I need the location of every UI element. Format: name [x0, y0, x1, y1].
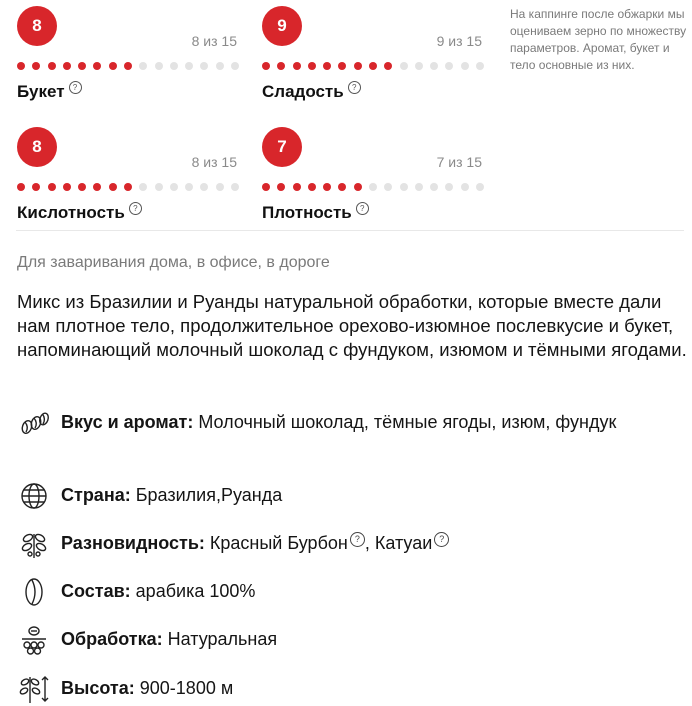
score-dot-empty: [430, 62, 438, 70]
score-dot-filled: [109, 183, 117, 191]
product-description: Микс из Бразилии и Руанды натуральной обработки, которые вместе дали нам плотное тело, продолжительное орехово-изюмное послевкусие и букет, напоминающий молочный шоколад с фундуком, изюмом и тёмными ягодами.: [17, 291, 687, 360]
help-icon[interactable]: ?: [434, 532, 449, 547]
score-dot-empty: [369, 183, 377, 191]
score-dot-filled: [354, 183, 362, 191]
help-icon[interactable]: ?: [348, 81, 361, 94]
property-value: Катуаи: [374, 533, 433, 553]
coffee-bean-icon: [18, 576, 50, 608]
score-dot-filled: [293, 183, 301, 191]
globe-icon: [18, 480, 50, 512]
metric-label-text: Букет: [17, 82, 65, 101]
score-of-text: 9 из 15: [436, 33, 482, 49]
score-dot-filled: [323, 62, 331, 70]
score-of-text: 7 из 15: [436, 154, 482, 170]
property-value: Бразилия,Руанда: [135, 485, 283, 505]
score-dot-filled: [124, 62, 132, 70]
metric-label: [262, 203, 369, 223]
property-key: Высота:: [61, 678, 135, 698]
score-dots: [262, 61, 484, 71]
score-dot-filled: [262, 62, 270, 70]
metric-label: [17, 203, 142, 223]
score-dot-filled: [93, 183, 101, 191]
score-dot-empty: [384, 183, 392, 191]
score-dot-empty: [445, 62, 453, 70]
score-dot-filled: [48, 62, 56, 70]
metric-acidity: [17, 127, 239, 222]
score-of-text: 8 из 15: [191, 154, 237, 170]
cupping-note: На каппинге после обжарки мы оцениваем зерно по множеству параметров. Аромат, букет и тело основные из них.: [510, 7, 687, 72]
score-dot-filled: [78, 62, 86, 70]
score-dot-empty: [430, 183, 438, 191]
score-dot-empty: [155, 183, 163, 191]
score-dot-empty: [170, 183, 178, 191]
score-dot-empty: [200, 183, 208, 191]
score-dot-filled: [338, 183, 346, 191]
divider: [16, 230, 684, 231]
score-dot-empty: [415, 183, 423, 191]
metric-label-text: Сладость: [262, 82, 344, 101]
property-key: Разновидность:: [61, 533, 205, 553]
score-badge: 8: [17, 6, 57, 46]
score-dot-filled: [124, 183, 132, 191]
property-key: Обработка:: [61, 629, 163, 649]
help-icon[interactable]: ?: [356, 202, 369, 215]
metric-sweetness: [262, 6, 484, 101]
score-dots: [262, 182, 484, 192]
metric-body: [262, 127, 484, 222]
property-value: Молочный шоколад, тёмные ягоды, изюм, фундук: [198, 412, 617, 432]
score-dot-filled: [32, 183, 40, 191]
score-dot-filled: [308, 62, 316, 70]
score-dot-filled: [354, 62, 362, 70]
score-dot-empty: [400, 62, 408, 70]
score-dot-filled: [293, 62, 301, 70]
score-dot-filled: [17, 183, 25, 191]
score-dot-empty: [231, 183, 239, 191]
altitude-icon: [18, 673, 50, 705]
score-dots: [17, 61, 239, 71]
property-value: Натуральная: [167, 629, 278, 649]
metric-label-text: Кислотность: [17, 203, 125, 222]
property-value: 900-1800 м: [139, 678, 234, 698]
metric-label: [262, 82, 361, 102]
score-badge: 9: [262, 6, 302, 46]
metric-bouquet: [17, 6, 239, 101]
score-dot-filled: [78, 183, 86, 191]
help-icon[interactable]: ?: [350, 532, 365, 547]
score-dot-empty: [170, 62, 178, 70]
metric-label: [17, 82, 82, 102]
score-dot-filled: [369, 62, 377, 70]
score-dot-filled: [48, 183, 56, 191]
score-dot-empty: [400, 183, 408, 191]
score-dot-filled: [32, 62, 40, 70]
score-dot-empty: [461, 183, 469, 191]
score-dot-filled: [109, 62, 117, 70]
score-dot-empty: [216, 62, 224, 70]
score-dot-empty: [461, 62, 469, 70]
score-dot-empty: [200, 62, 208, 70]
score-dot-filled: [277, 183, 285, 191]
score-dot-empty: [139, 62, 147, 70]
property-key: Состав:: [61, 581, 131, 601]
property-value: арабика 100%: [135, 581, 256, 601]
score-badge: 8: [17, 127, 57, 167]
score-dot-filled: [384, 62, 392, 70]
score-dot-empty: [139, 183, 147, 191]
score-dot-filled: [63, 62, 71, 70]
score-dot-filled: [262, 183, 270, 191]
score-dot-empty: [445, 183, 453, 191]
score-of-text: 8 из 15: [191, 33, 237, 49]
score-dot-filled: [277, 62, 285, 70]
score-badge: 7: [262, 127, 302, 167]
score-dot-empty: [185, 62, 193, 70]
score-dot-filled: [17, 62, 25, 70]
score-dot-empty: [415, 62, 423, 70]
score-dot-empty: [476, 183, 484, 191]
score-dot-empty: [216, 183, 224, 191]
help-icon[interactable]: ?: [129, 202, 142, 215]
metric-label-text: Плотность: [262, 203, 352, 222]
coffee-plant-icon: [18, 528, 50, 560]
score-dot-empty: [155, 62, 163, 70]
score-dot-empty: [231, 62, 239, 70]
property-value: Красный Бурбон: [209, 533, 348, 553]
score-dot-filled: [338, 62, 346, 70]
help-icon[interactable]: ?: [69, 81, 82, 94]
processing-icon: [18, 624, 50, 656]
coffee-beans-icon: [18, 407, 50, 439]
score-dot-filled: [63, 183, 71, 191]
property-key: Вкус и аромат:: [61, 412, 194, 432]
usage-subtitle: Для заваривания дома, в офисе, в дороге: [17, 254, 330, 271]
score-dot-filled: [308, 183, 316, 191]
property-key: Страна:: [61, 485, 131, 505]
score-dot-filled: [323, 183, 331, 191]
score-dot-empty: [476, 62, 484, 70]
score-dot-empty: [185, 183, 193, 191]
score-dot-filled: [93, 62, 101, 70]
score-dots: [17, 182, 239, 192]
